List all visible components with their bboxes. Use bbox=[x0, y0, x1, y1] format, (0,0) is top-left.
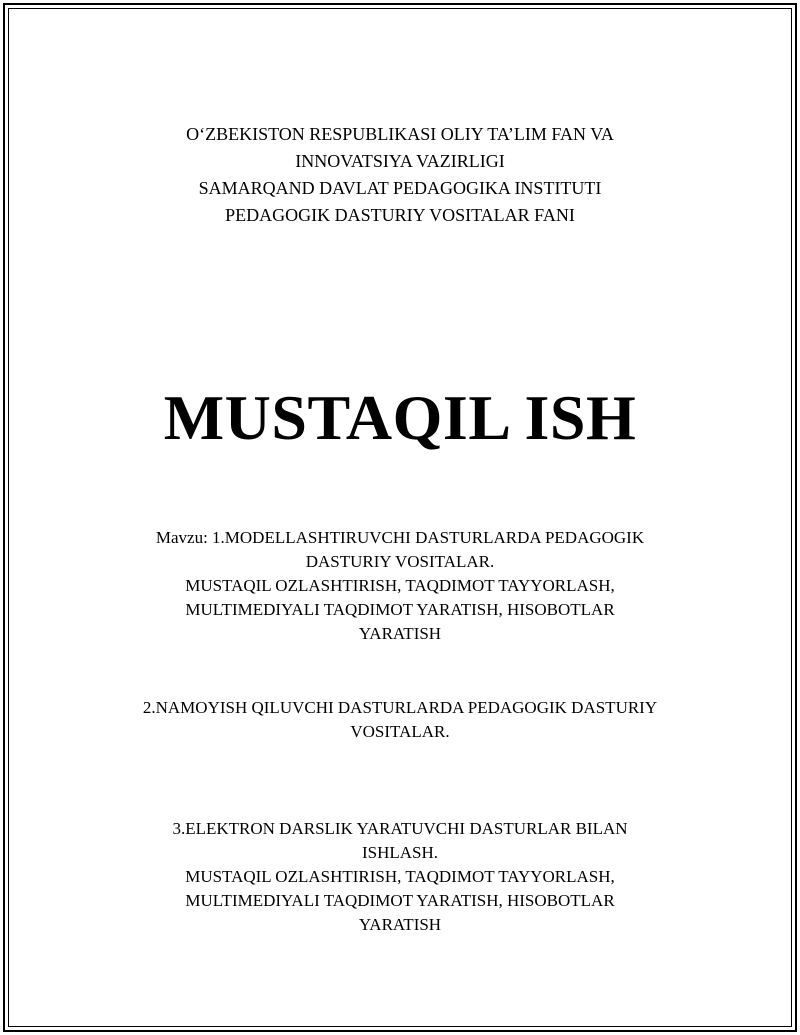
topic-line: MULTIMEDIYALI TAQDIMOT YARATISH, HISOBOTLAR bbox=[185, 600, 615, 619]
topic-line: ISHLASH. bbox=[361, 843, 439, 862]
institution-header bbox=[0, 121, 800, 229]
topic-line: VOSITALAR. bbox=[350, 722, 450, 741]
topic-1 bbox=[0, 526, 800, 646]
topic-2 bbox=[0, 696, 800, 744]
document-title: MUSTAQIL ISH bbox=[163, 382, 637, 453]
header-line: SAMARQAND DAVLAT PEDAGOGIKA INSTITUTI bbox=[198, 178, 602, 198]
topic-line: DASTURIY VOSITALAR. bbox=[305, 552, 495, 571]
topic-line: MUSTAQIL OZLASHTIRISH, TAQDIMOT TAYYORLASH, bbox=[185, 576, 615, 595]
topic-line: MUSTAQIL OZLASHTIRISH, TAQDIMOT TAYYORLASH, bbox=[185, 867, 615, 886]
topic-line: 3.ELEKTRON DARSLIK YARATUVCHI DASTURLAR BILAN bbox=[172, 819, 628, 838]
topic-line: YARATISH bbox=[358, 624, 442, 643]
topic-line: MULTIMEDIYALI TAQDIMOT YARATISH, HISOBOTLAR bbox=[185, 891, 615, 910]
topic-line: Mavzu: 1.MODELLASHTIRUVCHI DASTURLARDA PEDAGOGIK bbox=[155, 528, 645, 547]
header-line: O‘ZBEKISTON RESPUBLIKASI OLIY TA’LIM FAN VA bbox=[186, 124, 614, 144]
topic-line: 2.NAMOYISH QILUVCHI DASTURLARDA PEDAGOGIK DASTURIY bbox=[142, 698, 658, 717]
topic-line: YARATISH bbox=[358, 915, 442, 934]
header-line: PEDAGOGIK DASTURIY VOSITALAR FANI bbox=[225, 205, 575, 225]
topic-3 bbox=[0, 817, 800, 937]
header-line: INNOVATSIYA VAZIRLIGI bbox=[295, 151, 505, 171]
